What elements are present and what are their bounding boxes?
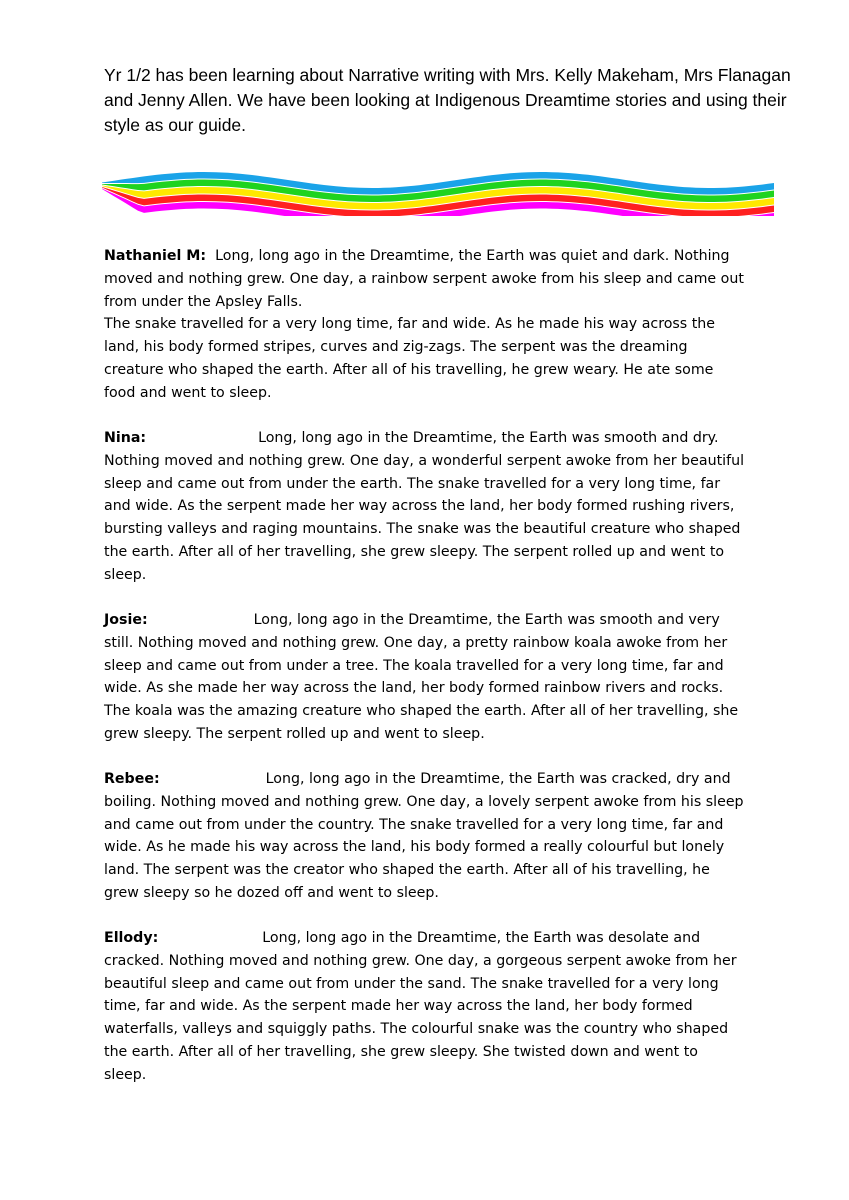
story-paragraph <box>104 245 744 313</box>
story-text: The snake travelled for a very long time, far and wide. As he made his way across the land, his body formed stripes, curves and zig-zags. The serpent was the dreaming creature who shaped the earth. After all of his travelling, he grew weary. He ate some food and went to sleep. <box>104 316 715 401</box>
story-text: Long, long ago in the Dreamtime, the Earth was desolate and cracked. Nothing moved and nothing grew. One day, a gorgeous serpent awoke from her beautiful sleep and came out from under the sand. The snake travelled for a very long time, far and wide. As the serpent made her way across the land, her body formed waterfalls, valleys and squiggly paths. The colourful snake was the country who shaped the earth. After all of her travelling, she grew sleepy. She twisted down and went to sleep. <box>104 930 737 1083</box>
story-nina <box>104 427 744 587</box>
author-name: Rebee: <box>104 771 160 787</box>
story-text: Long, long ago in the Dreamtime, the Earth was smooth and dry. Nothing moved and nothing grew. One day, a wonderful serpent awoke from her beautiful sleep and came out from under the earth. The snake travelled for a very long time, far and wide. As the serpent made her way across the land, her body formed rushing rivers, bursting valleys and raging mountains. The snake was the beautiful creature who shaped the earth. After all of her travelling, she grew sleepy. The serpent rolled up and went to sleep. <box>104 430 745 583</box>
story-text: Long, long ago in the Dreamtime, the Earth was cracked, dry and boiling. Nothing moved and nothing grew. One day, a lovely serpent awoke from his sleep and came out from under the country. The snake travelled for a very long time, far and wide. As he made his way across the land, his body formed a really colourful but lonely land. The serpent was the creator who shaped the earth. After all of his travelling, he grew sleepy so he dozed off and went to sleep. <box>104 771 744 901</box>
author-name: Josie: <box>104 612 148 628</box>
author-name: Nina: <box>104 430 147 446</box>
story-text: Long, long ago in the Dreamtime, the Earth was quiet and dark. Nothing moved and nothing grew. One day, a rainbow serpent awoke from his sleep and came out from under the Apsley Falls. <box>104 248 744 310</box>
rainbow-serpent-divider-icon <box>102 166 778 216</box>
story-ellody <box>104 927 744 1087</box>
story-text: Long, long ago in the Dreamtime, the Earth was smooth and very still. Nothing moved and nothing grew. One day, a pretty rainbow koala awoke from her sleep and came out from under a tree. The koala travelled for a very long time, far and wide. As she made her way across the land, her body formed rainbow rivers and rocks. The koala was the amazing creature who shaped the earth. After all of her travelling, she grew sleepy. The serpent rolled up and went to sleep. <box>104 612 739 742</box>
story-josie <box>104 609 744 746</box>
author-name: Ellody: <box>104 930 159 946</box>
story-rebee <box>104 768 744 905</box>
story-nathaniel <box>104 245 744 405</box>
author-name: Nathaniel M: <box>104 248 207 264</box>
intro-text: Yr 1/2 has been learning about Narrative writing with Mrs. Kelly Makeham, Mrs Flanagan and Jenny Allen. We have been looking at Indigenous Dreamtime stories and using their style as our guide. <box>104 65 791 135</box>
